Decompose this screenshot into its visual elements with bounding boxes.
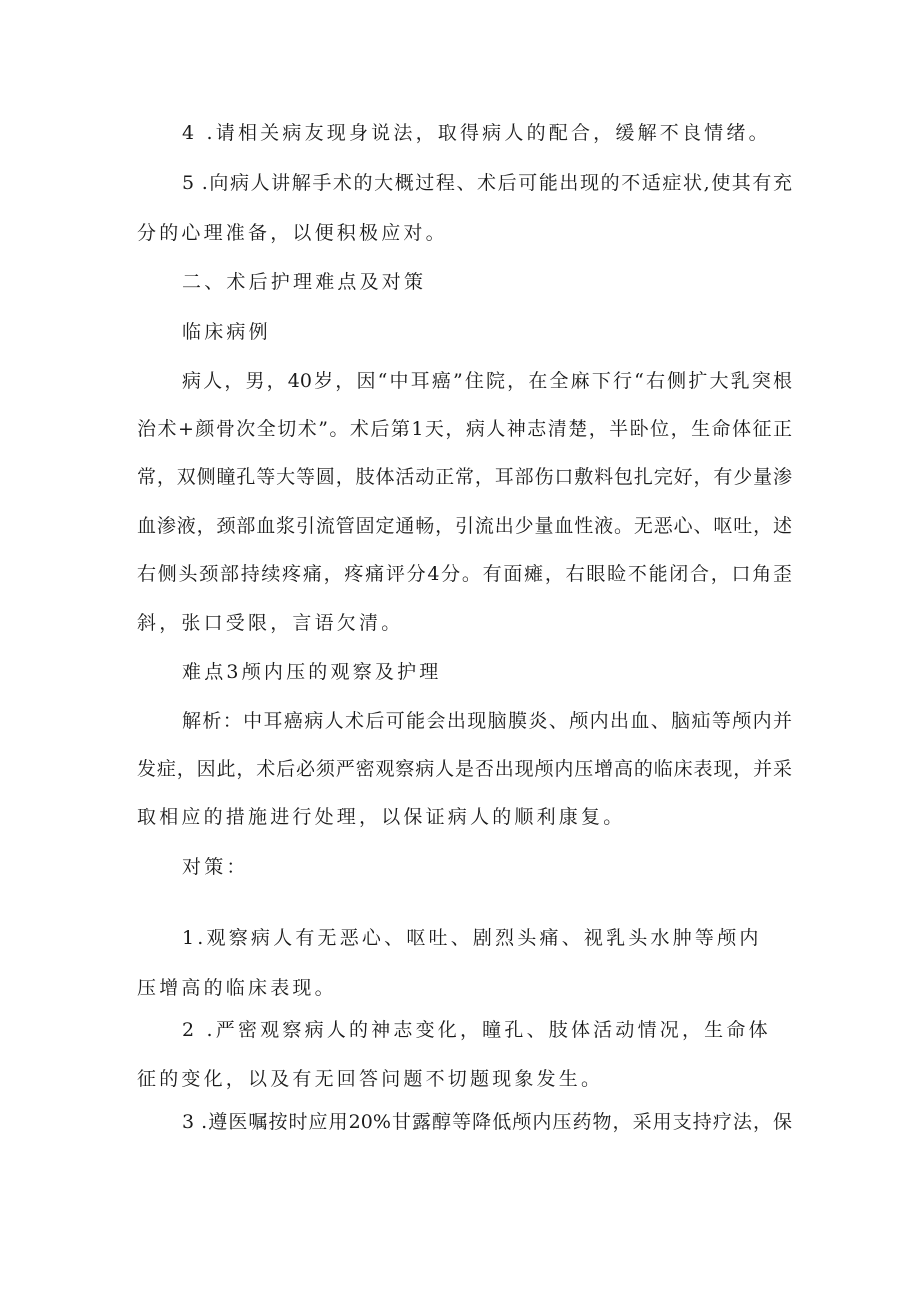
measure-2-line-1: 2 .严密观察病人的神志变化，瞳孔、肢体活动情况，生命体 (182, 1019, 771, 1041)
measure-1-line-2: 压增高的临床表现。 (137, 977, 337, 999)
section-heading: 二、术后护理难点及对策 (182, 271, 427, 293)
case-text-line-3: 常，双侧瞳孔等大等圆，肢体活动正常，耳部伤口敷料包扎完好，有少量渗 (137, 466, 792, 488)
paragraph-item-5: 5 .向病人讲解手术的大概过程、术后可能出现的不适症状,使其有充 (182, 172, 792, 194)
analysis-line-1: 解析：中耳癌病人术后可能会出现脑膜炎、颅内出血、脑疝等颅内并 (182, 710, 792, 732)
measure-2-line-2: 征的变化，以及有无回答问题不切题现象发生。 (137, 1068, 604, 1090)
difficulty-heading: 难点3颅内压的观察及护理 (182, 661, 442, 683)
case-text-line-2: 治术+颜骨次全切术”。术后第1天，病人神志清楚，半卧位，生命体征正 (137, 418, 792, 440)
measure-3-line-1: 3 .遵医嘱按时应用20%甘露醇等降低颅内压药物，采用支持疗法，保 (182, 1111, 792, 1133)
analysis-line-2: 发症，因此，术后必须严密观察病人是否出现颅内压增高的临床表现，并采 (137, 758, 792, 780)
paragraph-item-4: 4 .请相关病友现身说法，取得病人的配合，缓解不良情绪。 (182, 122, 771, 144)
case-text-line-4: 血渗液，颈部血浆引流管固定通畅，引流出少量血性液。无恶心、呕吐，述 (137, 515, 792, 537)
subheading-case: 临床病例 (182, 321, 271, 343)
countermeasure-label: 对策： (182, 856, 249, 878)
case-text-line-1: 病人，男，40岁，因“中耳癌”住院，在全麻下行“右侧扩大乳突根 (182, 370, 792, 392)
case-text-line-5: 右侧头颈部持续疼痛，疼痛评分4分。有面瘫，右眼睑不能闭合，口角歪 (137, 563, 792, 585)
paragraph-item-5-cont: 分的心理准备，以便积极应对。 (137, 222, 448, 244)
case-text-line-6: 斜，张口受限，言语欠清。 (137, 612, 404, 634)
measure-1-line-1: 1.观察病人有无恶心、呕吐、剧烈头痛、视乳头水肿等颅内 (182, 927, 762, 949)
analysis-line-3: 取相应的措施进行处理，以保证病人的顺利康复。 (137, 806, 626, 828)
